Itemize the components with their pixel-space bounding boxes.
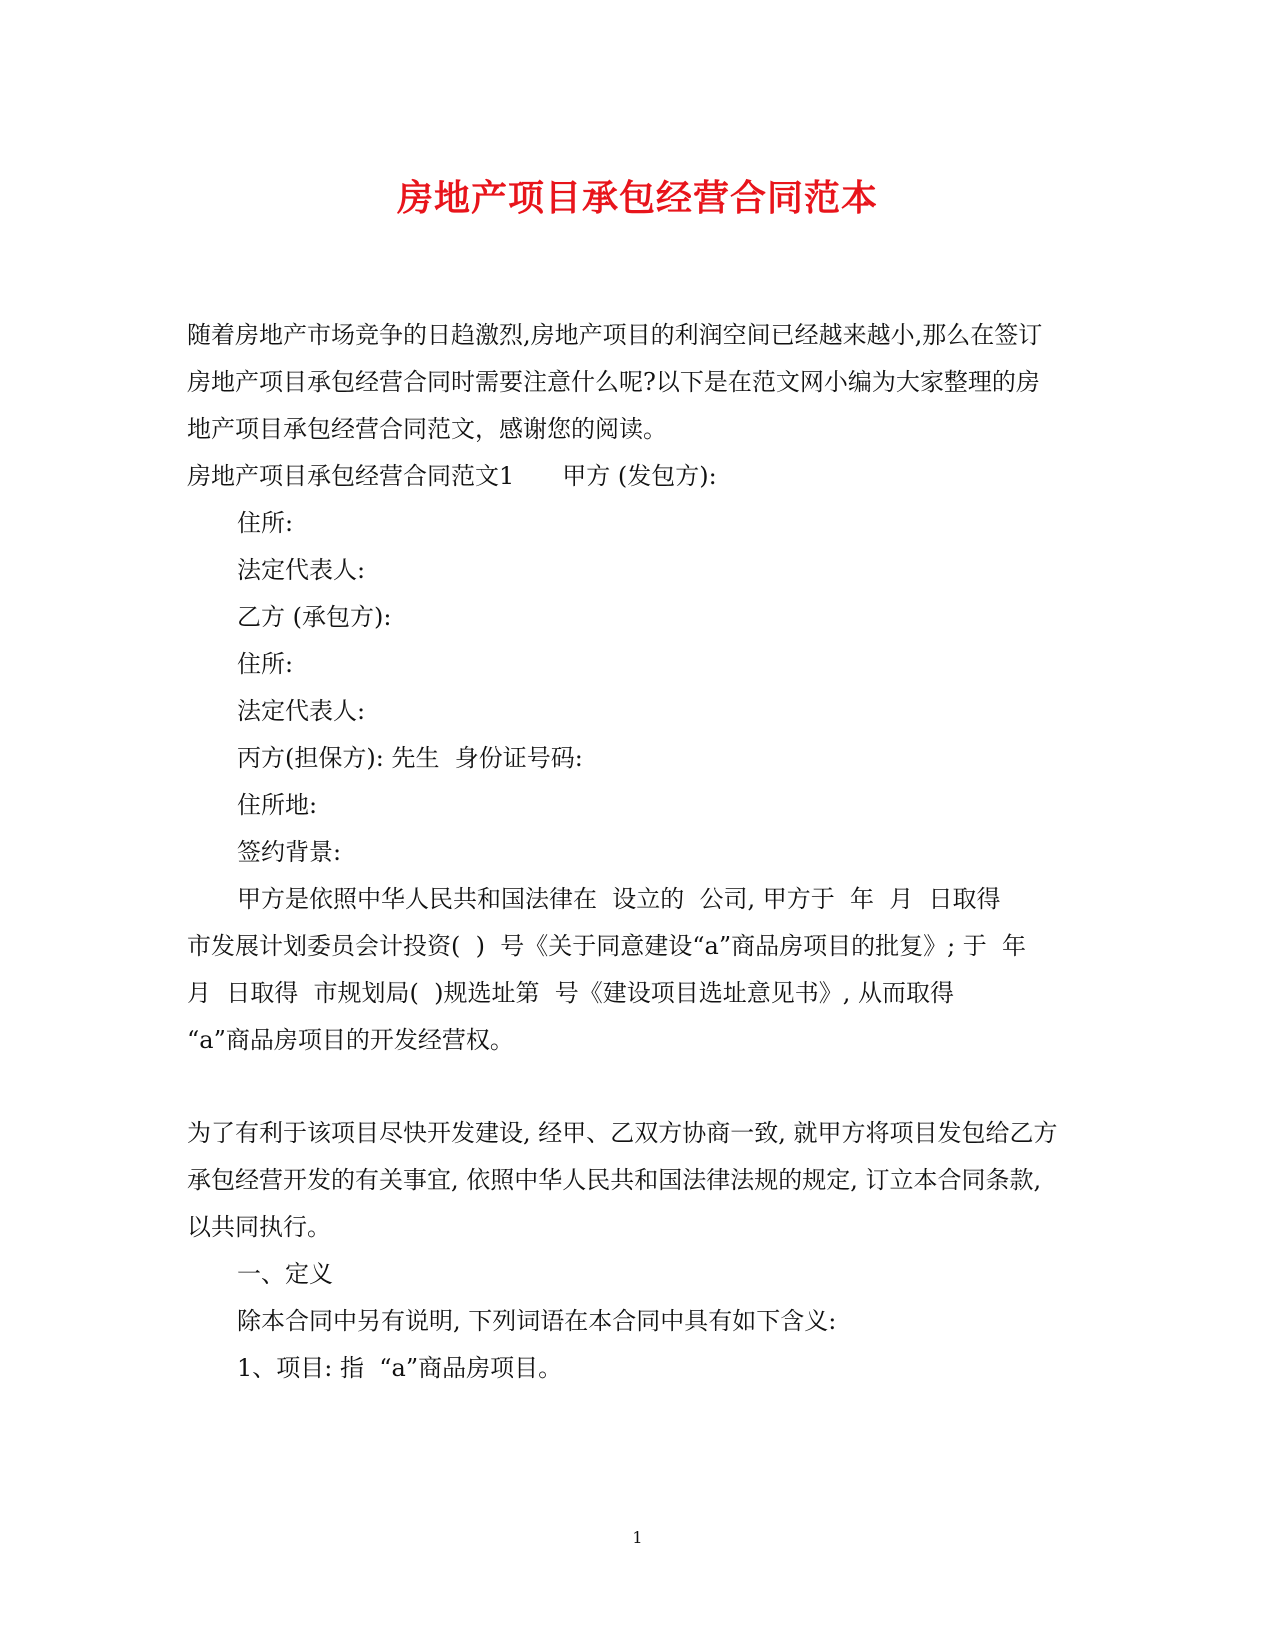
paragraph-line: 房地产项目承包经营合同时需要注意什么呢?以下是在范文网小编为大家整理的房 — [187, 368, 1040, 396]
paragraph-line: 除本合同中另有说明, 下列词语在本合同中具有如下含义: — [237, 1307, 837, 1335]
paragraph-line: 随着房地产市场竞争的日趋激烈,房地产项目的利润空间已经越来越小,那么在签订 — [187, 321, 1043, 349]
section-heading: 一、定义 — [237, 1260, 333, 1288]
paragraph-line: 承包经营开发的有关事宜, 依照中华人民共和国法律法规的规定, 订立本合同条款, — [187, 1166, 1042, 1194]
field-label: 法定代表人: — [237, 556, 366, 584]
field-label: 住所地: — [237, 791, 318, 819]
field-label: 法定代表人: — [237, 697, 366, 725]
field-label: 住所: — [237, 509, 294, 537]
paragraph-line: 市发展计划委员会计投资( ) 号《关于同意建设“a”商品房项目的批复》; 于 年 — [187, 932, 1027, 960]
section-heading-line: 房地产项目承包经营合同范文1 甲方 (发包方): — [187, 462, 717, 490]
field-label: 乙方 (承包方): — [237, 603, 392, 631]
field-label: 签约背景: — [237, 838, 342, 866]
page-number: 1 — [632, 1528, 643, 1547]
paragraph-line: 地产项目承包经营合同范文，感谢您的阅读。 — [187, 415, 667, 443]
field-label: 丙方(担保方): 先生 身份证号码: — [237, 744, 583, 772]
paragraph-line: 为了有利于该项目尽快开发建设, 经甲、乙双方协商一致, 就甲方将项目发包给乙方 — [187, 1119, 1058, 1147]
paragraph-line: 甲方是依照中华人民共和国法律在 设立的 公司, 甲方于 年 月 日取得 — [237, 885, 1001, 913]
paragraph-line: 月 日取得 市规划局( )规选址第 号《建设项目选址意见书》, 从而取得 — [187, 979, 955, 1007]
paragraph-line: 1、项目: 指 “a”商品房项目。 — [237, 1354, 563, 1382]
document-title: 房地产项目承包经营合同范本 — [396, 177, 878, 219]
paragraph-line: “a”商品房项目的开发经营权。 — [187, 1026, 514, 1054]
field-label: 住所: — [237, 650, 294, 678]
paragraph-line: 以共同执行。 — [187, 1213, 331, 1241]
